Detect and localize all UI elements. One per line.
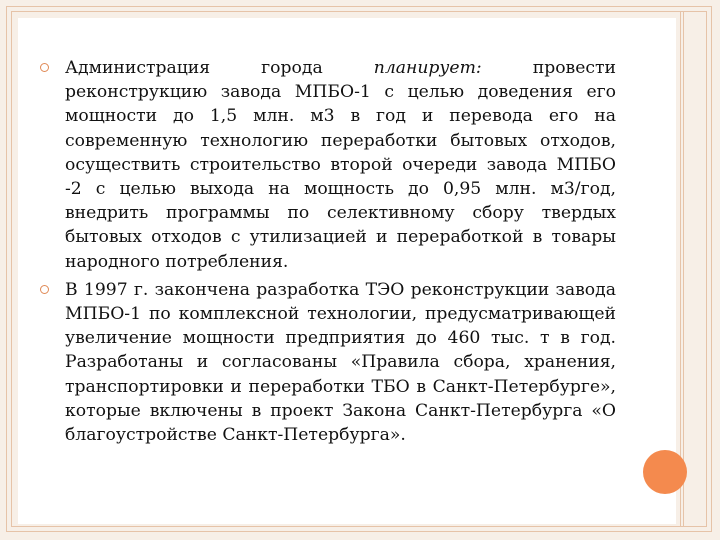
bullet-text-start: Администрация города bbox=[65, 58, 374, 78]
bullet-text bbox=[65, 56, 616, 274]
orange-circle-decoration bbox=[643, 450, 687, 494]
bullet-text-emphasis: планирует: bbox=[373, 58, 482, 78]
bullet-ring-icon bbox=[40, 285, 49, 294]
slide-body bbox=[40, 56, 616, 451]
decorative-line bbox=[680, 11, 681, 527]
bullet-item bbox=[40, 278, 616, 447]
bullet-ring-icon bbox=[40, 63, 49, 72]
bullet-item bbox=[40, 56, 616, 274]
bullet-text-rest: провести реконструкцию завода МПБО-1 с целью доведения его мощности до 1,5 млн. м3 в год и перевода его на современную технологию переработки бытовых отходов, осуществить строительство второй очереди завода МПБО -2 с целью выхода на мощность до 0,95 млн. м3/год, внедрить программы по селективному сбору твердых бытовых отходов с утилизацией и переработкой в товары народного потребления. bbox=[65, 58, 616, 272]
decorative-line bbox=[683, 11, 684, 527]
bullet-text: В 1997 г. закончена разработка ТЭО реконструкции завода МПБО-1 по комплексной технологии, предусматривающей увеличение мощности предприятия до 460 тыс. т в год. Разработаны и согласованы «Правила сбора, хранения, транспортировки и переработки ТБО в Санкт-Петербурге», которые включены в проект Закона Санкт-Петербурга «О благоустройстве Санкт-Петербурга». bbox=[65, 279, 616, 446]
